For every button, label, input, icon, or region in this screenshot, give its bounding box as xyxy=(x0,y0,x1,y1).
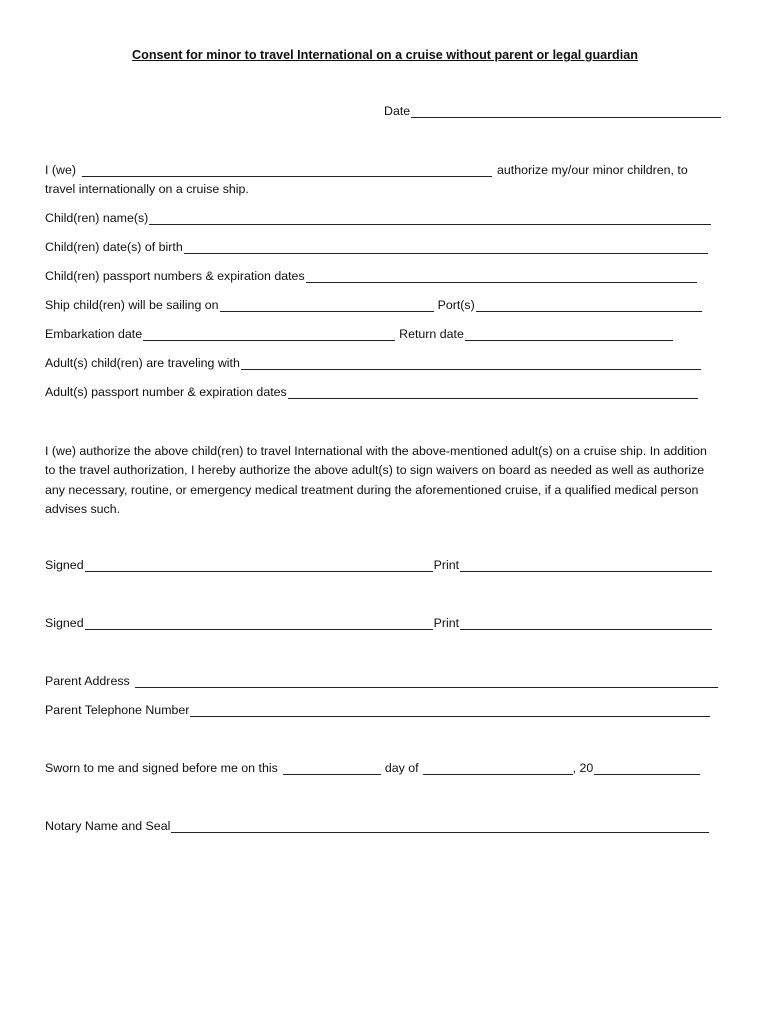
signature-row-1 xyxy=(45,558,713,572)
child-names-label: Child(ren) name(s) xyxy=(45,211,149,225)
parent-name-field[interactable] xyxy=(82,163,492,177)
sworn-day-field[interactable] xyxy=(283,761,381,775)
notary-label: Notary Name and Seal xyxy=(45,819,171,833)
child-dob-field[interactable] xyxy=(184,240,708,254)
adults-field[interactable] xyxy=(241,356,701,370)
sworn-year-prefix: , 20 xyxy=(572,761,594,775)
child-passports-field[interactable] xyxy=(306,269,697,283)
ship-row xyxy=(45,298,703,312)
sworn-prefix: Sworn to me and signed before me on this xyxy=(45,761,278,775)
authorize-continuation xyxy=(45,182,249,196)
parent-telephone-field[interactable] xyxy=(190,703,710,717)
notary-field[interactable] xyxy=(171,819,709,833)
signed-field-1[interactable] xyxy=(85,558,433,572)
return-field[interactable] xyxy=(465,327,673,341)
ports-field[interactable] xyxy=(476,298,702,312)
child-names-field[interactable] xyxy=(149,211,711,225)
authorize-suffix: authorize my/our minor children, to xyxy=(496,163,688,177)
ports-label: Port(s) xyxy=(437,298,475,312)
print-field-2[interactable] xyxy=(460,616,712,630)
date-label: Date xyxy=(384,104,411,118)
parent-telephone-row xyxy=(45,703,711,717)
date-row xyxy=(384,104,722,118)
ship-label: Ship child(ren) will be sailing on xyxy=(45,298,219,312)
embarkation-field[interactable] xyxy=(143,327,395,341)
authorize-row xyxy=(45,163,688,177)
parent-address-row xyxy=(45,674,719,688)
child-dob-row xyxy=(45,240,709,254)
adult-passports-field[interactable] xyxy=(288,385,698,399)
sworn-year-field[interactable] xyxy=(594,761,700,775)
sworn-month-field[interactable] xyxy=(423,761,573,775)
authorization-paragraph: I (we) authorize the above child(ren) to travel International with the above-mentioned adult(s) on a cruise ship. In addition to the travel authorization, I hereby authorize the above adult(s) to sign waivers on board as needed as well as authorize any necessary, routine, or emergency medical treatment during the aforementioned cruise, if a qualified medical person advises such. xyxy=(45,444,707,516)
sworn-day-of: day of xyxy=(384,761,419,775)
signed-field-2[interactable] xyxy=(85,616,433,630)
adult-passports-label: Adult(s) passport number & expiration dates xyxy=(45,385,287,399)
child-dob-label: Child(ren) date(s) of birth xyxy=(45,240,183,254)
adult-passports-row xyxy=(45,385,699,399)
parent-address-field[interactable] xyxy=(135,674,718,688)
parent-address-label: Parent Address xyxy=(45,674,130,688)
signature-row-2 xyxy=(45,616,713,630)
authorize-continuation-text: travel internationally on a cruise ship. xyxy=(45,182,249,196)
child-passports-label: Child(ren) passport numbers & expiration dates xyxy=(45,269,305,283)
embarkation-label: Embarkation date xyxy=(45,327,143,341)
print-label-2: Print xyxy=(433,616,460,630)
date-field[interactable] xyxy=(411,104,721,118)
signed-label-2: Signed xyxy=(45,616,84,630)
print-label-1: Print xyxy=(433,558,460,572)
child-names-row xyxy=(45,211,712,225)
notary-row xyxy=(45,819,710,833)
adults-row xyxy=(45,356,702,370)
signed-label-1: Signed xyxy=(45,558,84,572)
adults-label: Adult(s) child(ren) are traveling with xyxy=(45,356,240,370)
form-title: Consent for minor to travel International on a cruise without parent or legal guardian xyxy=(132,48,638,62)
print-field-1[interactable] xyxy=(460,558,712,572)
ship-field[interactable] xyxy=(220,298,434,312)
parent-telephone-label: Parent Telephone Number xyxy=(45,703,190,717)
return-label: Return date xyxy=(399,327,464,341)
sworn-row xyxy=(45,761,701,775)
dates-row xyxy=(45,327,674,341)
authorize-prefix: I (we) xyxy=(45,163,76,177)
child-passports-row xyxy=(45,269,698,283)
